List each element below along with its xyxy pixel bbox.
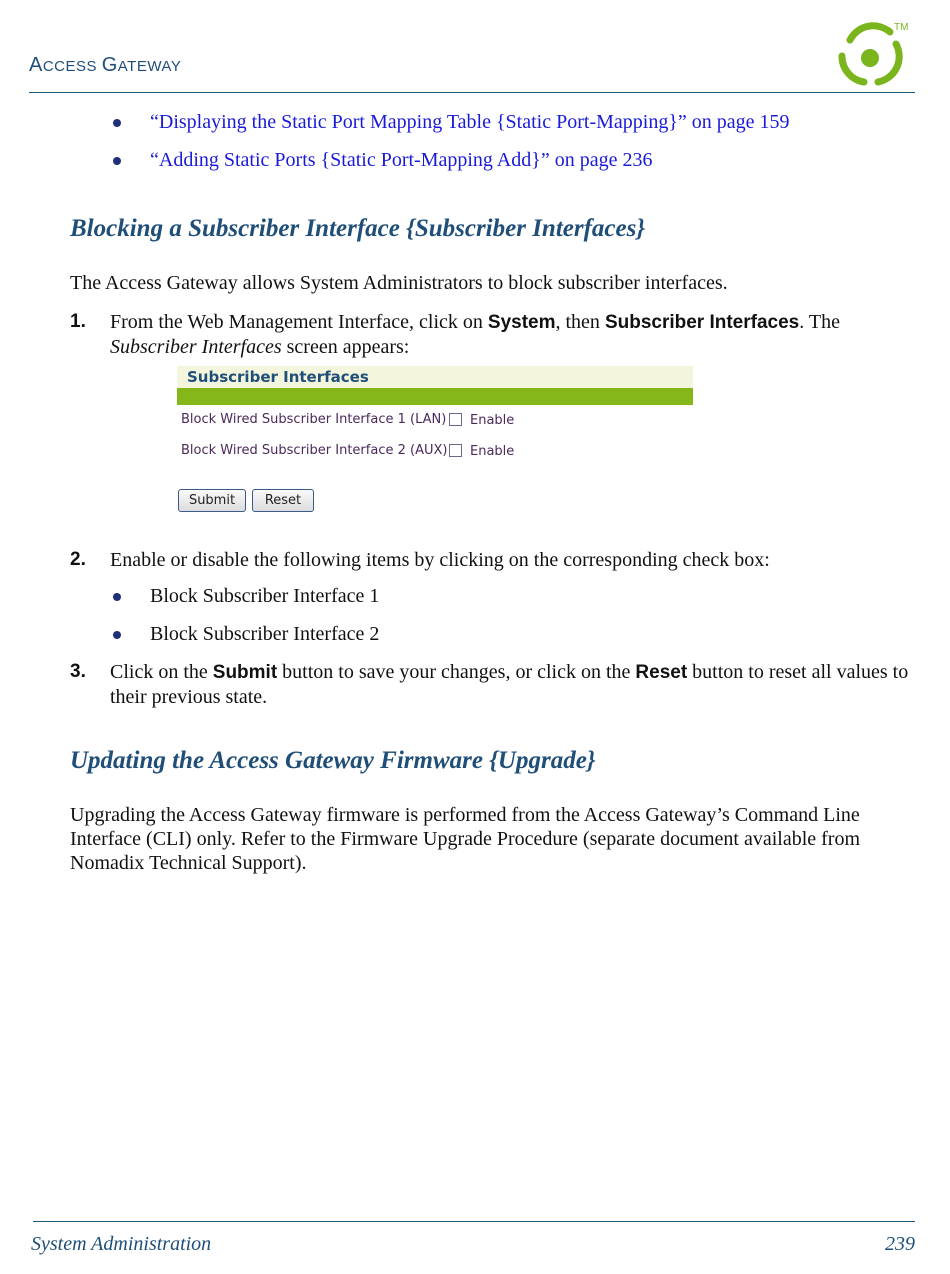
step-3-number: 3.	[70, 661, 86, 682]
step-2-text: Enable or disable the following items by clicking on the corresponding check box:	[110, 549, 770, 571]
header-cap-a: A	[29, 54, 43, 76]
cross-reference-list	[110, 110, 910, 186]
header-rest-1: CCESS	[42, 58, 102, 75]
ui-row2-enable: Enable	[470, 444, 515, 459]
step-1-system: System	[487, 312, 556, 333]
ui-row1-checkbox[interactable]	[449, 413, 462, 426]
step-1-text: From the Web Management Interface, click on System, then Subscriber Interfaces. The Subscriber Interfaces screen appears:	[110, 311, 840, 358]
link-adding-static-ports[interactable]: “Adding Static Ports {Static Port-Mapping Add}” on page 236	[110, 148, 910, 186]
step-2-bullet-2: Block Subscriber Interface 2	[110, 622, 379, 646]
logo-tm: TM	[894, 22, 909, 33]
step-2-bullet-1: Block Subscriber Interface 1	[110, 584, 379, 608]
footer-rule	[33, 1221, 915, 1222]
step-3-reset: Reset	[635, 662, 688, 683]
section-heading-blocking: Blocking a Subscriber Interface {Subscriber Interfaces}	[70, 215, 646, 242]
ui-green-bar	[177, 388, 693, 405]
step-1-subscriber-interfaces: Subscriber Interfaces	[604, 312, 800, 333]
ui-panel-title: Subscriber Interfaces	[177, 366, 693, 388]
section-heading-firmware: Updating the Access Gateway Firmware {Upgrade}	[70, 747, 596, 774]
ui-reset-button[interactable]: Reset	[252, 489, 314, 512]
step-3-submit: Submit	[212, 662, 278, 683]
step-3	[70, 660, 915, 709]
header-rule	[29, 92, 915, 93]
step-1	[70, 310, 915, 359]
nomadix-logo-icon	[830, 18, 910, 90]
header-cap-g: G	[101, 54, 118, 76]
step-1-number: 1.	[70, 311, 86, 332]
header-rest-2: ATEWAY	[117, 58, 182, 75]
step-2	[70, 548, 915, 572]
section1-intro: The Access Gateway allows System Administrators to block subscriber interfaces.	[70, 272, 728, 294]
step-2-number: 2.	[70, 549, 86, 570]
ui-row1-enable: Enable	[470, 413, 515, 428]
subscriber-interfaces-screenshot	[177, 366, 693, 516]
link-static-port-mapping-table[interactable]: “Displaying the Static Port Mapping Table {Static Port-Mapping}” on page 159	[110, 110, 910, 148]
step-3-text: Click on the Submit button to save your changes, or click on the Reset button to reset all values to their previous state.	[110, 661, 909, 708]
footer-chapter: System Administration	[31, 1233, 212, 1255]
running-header	[29, 54, 181, 77]
ui-row1-label: Block Wired Subscriber Interface 1 (LAN)	[181, 412, 447, 427]
ui-row2-checkbox[interactable]	[449, 444, 462, 457]
footer-page-number: 239	[885, 1233, 915, 1255]
ui-row2-label: Block Wired Subscriber Interface 2 (AUX)	[181, 443, 448, 458]
ui-submit-button[interactable]: Submit	[178, 489, 246, 512]
section2-body: Upgrading the Access Gateway firmware is performed from the Access Gateway’s Command Line Interface (CLI) only. Refer to the Firmware Upgrade Procedure (separate document available from Nomadix Technical Support).	[70, 804, 861, 874]
